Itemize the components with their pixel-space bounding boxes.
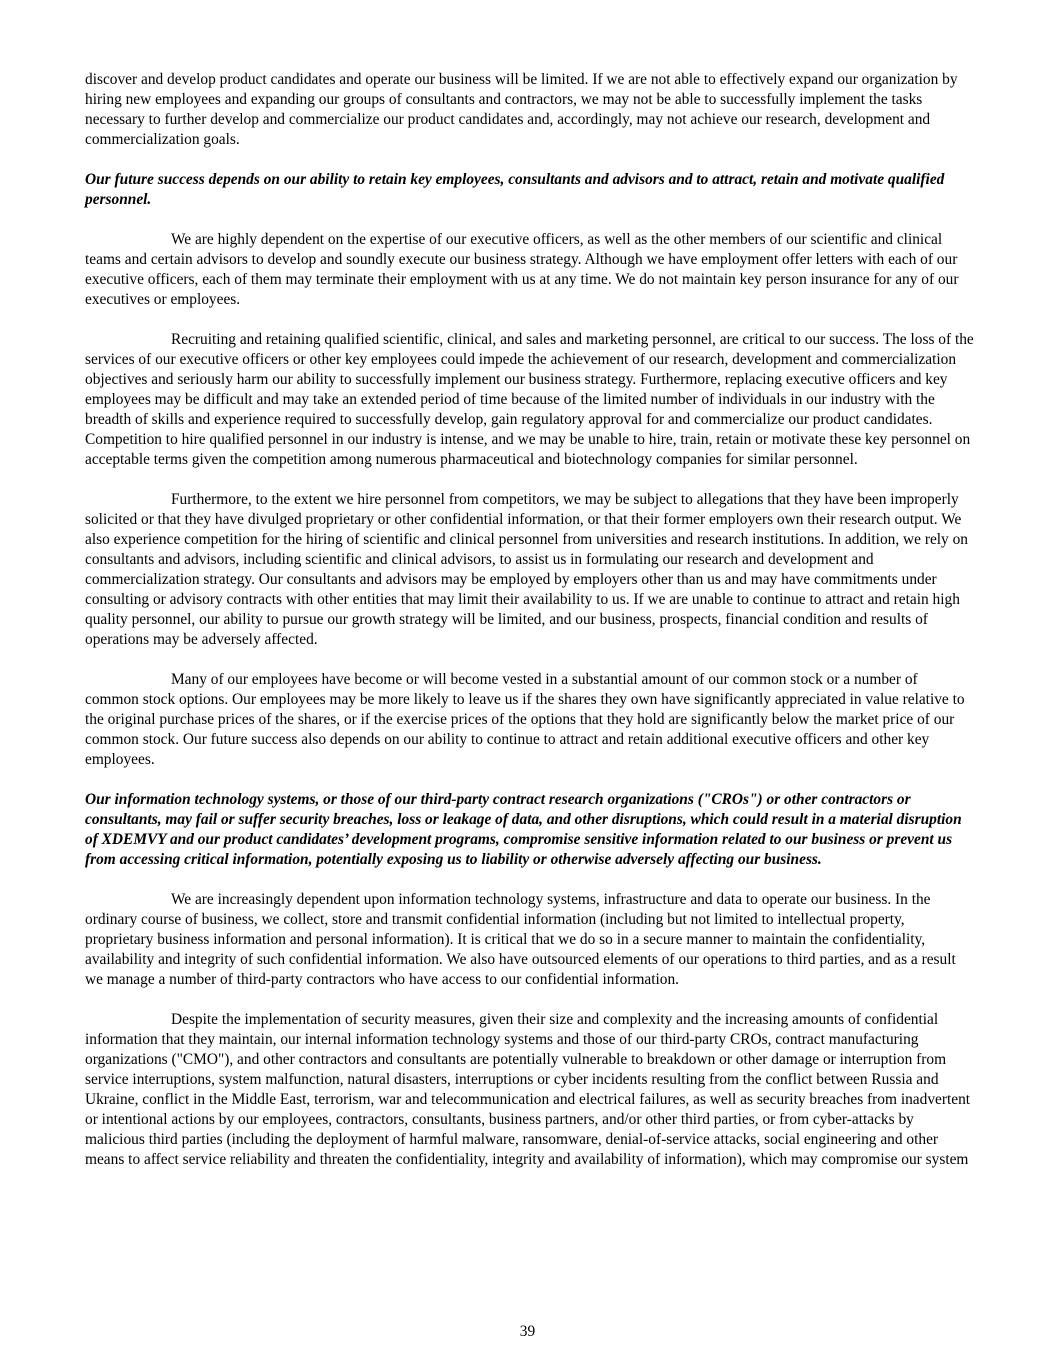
page-number: 39	[519, 1323, 536, 1340]
body-paragraph: Many of our employees have become or will become vested in a substantial amount of our common stock or a number of common stock options. Our employees may be more likely to leave us if the shares they own have significantly appreciated in value relative to the original purchase prices of the shares, or if the exercise prices of the options that they hold are significantly below the market price of our common stock. Our future success also depends on our ability to continue to attract and retain additional executive officers and other key employees.	[85, 671, 965, 768]
section-heading: Our information technology systems, or those of our third-party contract research organizations ("CROs") or other contractors or consultants, may fail or suffer security breaches, loss or leakage of data, and other disruptions, which could result in a material disruption of XDEMVY and our product candidates’ development programs, compromise sensitive information related to our business or prevent us from accessing critical information, potentially exposing us to liability or otherwise adversely affecting our business.	[85, 791, 962, 868]
body-paragraph: We are highly dependent on the expertise of our executive officers, as well as the other members of our scientific and clinical teams and certain advisors to develop and soundly execute our business strategy. Although we have employment offer letters with each of our executive officers, each of them may terminate their employment with us at any time. We do not maintain key person insurance for any of our executives or employees.	[85, 231, 959, 308]
body-paragraph: Recruiting and retaining qualified scientific, clinical, and sales and marketing personnel, are critical to our success. The loss of the services of our executive officers or other key employees could impede the achievement of our research, development and commercialization objectives and seriously harm our ability to successfully implement our business strategy. Furthermore, replacing executive officers and key employees may be difficult and may take an extended period of time because of the limited number of individuals in our industry with the breadth of skills and experience required to successfully develop, gain regulatory approval for and commercialize our product candidates. Competition to hire qualified personnel in our industry is intense, and we may be unable to hire, train, retain or motivate these key personnel on acceptable terms given the competition among numerous pharmaceutical and biotechnology companies for similar personnel.	[85, 331, 974, 468]
body-paragraph: Furthermore, to the extent we hire personnel from competitors, we may be subject to allegations that they have been improperly solicited or that they have divulged proprietary or other confidential information, or that their former employers own their research output. We also experience competition for the hiring of scientific and clinical personnel from universities and research institutions. In addition, we rely on consultants and advisors, including scientific and clinical advisors, to assist us in formulating our research and development and commercialization strategy. Our consultants and advisors may be employed by employers other than us and may have commitments under consulting or advisory contracts with other entities that may limit their availability to us. If we are unable to continue to attract and retain high quality personnel, our ability to pursue our growth strategy will be limited, and our business, prospects, financial condition and results of operations may be adversely affected.	[85, 491, 968, 648]
body-paragraph: Despite the implementation of security measures, given their size and complexity and the increasing amounts of confidential information that they maintain, our internal information technology systems and those of our third-party CROs, contract manufacturing organizations ("CMO"), and other contractors and consultants are potentially vulnerable to breakdown or other damage or interruption from service interruptions, system malfunction, natural disasters, interruptions or cyber incidents resulting from the conflict between Russia and Ukraine, conflict in the Middle East, terrorism, war and telecommunication and electrical failures, as well as security breaches from inadvertent or intentional actions by our employees, contractors, consultants, business partners, and/or other third parties, or from cyber-attacks by malicious third parties (including the deployment of harmful malware, ransomware, denial-of-service attacks, social engineering and other means to affect service reliability and threaten the confidentiality, integrity and availability of information), which may compromise our system	[85, 1011, 971, 1168]
document-page	[85, 70, 975, 1190]
body-paragraph: discover and develop product candidates and operate our business will be limited. If we are not able to effectively expand our organization by hiring new employees and expanding our groups of consultants and contractors, we may not be able to successfully implement the tasks necessary to further develop and commercialize our product candidates and, accordingly, may not achieve our research, development and commercialization goals.	[85, 71, 958, 148]
body-paragraph: We are increasingly dependent upon information technology systems, infrastructure and data to operate our business. In the ordinary course of business, we collect, store and transmit confidential information (including but not limited to intellectual property, proprietary business information and personal information). It is critical that we do so in a secure manner to maintain the confidentiality, availability and integrity of such confidential information. We also have outsourced elements of our operations to third parties, and as a result we manage a number of third-party contractors who have access to our confidential information.	[85, 891, 956, 988]
section-heading: Our future success depends on our ability to retain key employees, consultants and advisors and to attract, retain and motivate qualified personnel.	[85, 171, 945, 208]
